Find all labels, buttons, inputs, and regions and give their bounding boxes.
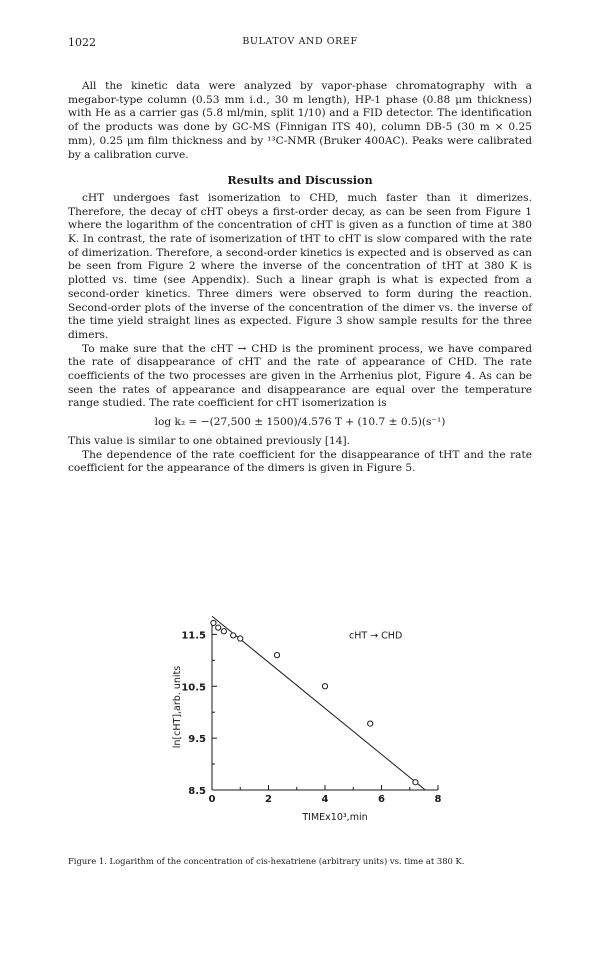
paragraph-results-4: The dependence of the rate coefficient for the disappearance of tHT and the rate coefficient for the appearance of the dimers is given in Figure 5. bbox=[68, 448, 532, 475]
paragraph-methods: All the kinetic data were analyzed by vapor-phase chromatography with a megabor-type column (0.53 mm i.d., 30 m length), HP-1 phase (0.88 μm thickness) with He as a carrier gas (5.8 ml/min, split 1/10) and a FID detector. The identification of the products was done by GC-MS (Finnigan ITS 40), column DB-5 (30 m × 0.25 mm), 0.25 μm film thickness and by ¹³C-NMR (Bruker 400AC). Peaks were calibrated by a calibration curve. bbox=[68, 80, 532, 161]
paragraph-results-2: To make sure that the cHT → CHD is the prominent process, we have compared the rate of disappearance of cHT and the rate of appearance of CHD. The rate coefficients of the two processes are given in the Arrhenius plot, Figure 4. As can be seen the rates of appearance and disappearance are equal over the temperature range studied. The rate coefficient for cHT isomerization is bbox=[68, 342, 532, 410]
data-point bbox=[211, 620, 216, 625]
chart-ticks bbox=[181, 630, 441, 805]
data-point bbox=[221, 629, 226, 634]
figure-1 bbox=[160, 614, 460, 839]
page-number: 1022 bbox=[68, 36, 96, 49]
fit-line bbox=[212, 616, 425, 790]
section-title: Results and Discussion bbox=[227, 173, 373, 188]
y-tick-label: 9.5 bbox=[188, 734, 206, 746]
data-point bbox=[231, 633, 236, 638]
data-point bbox=[413, 780, 418, 785]
x-tick-label: 6 bbox=[378, 794, 385, 805]
x-tick-label: 8 bbox=[434, 794, 442, 805]
paragraph-results-1: cHT undergoes fast isomerization to CHD, much faster than it dimerizes. Therefore, the decay of cHT obeys a first-order decay, as can be seen from Figure 1 where the logarithm of the concentration of cHT is given as a function of time at 380 K. In contrast, the rate of isomerization of tHT to cHT is slow compared with the rate of dimerization. Therefore, a second-order kinetics is expected and is observed as can be seen from Figure 2 where the inverse of the concentration of tHT at 380 K is plotted vs. time (see Appendix). Such a linear graph is what is expected from a second-order kinetics. Three dimers were observed to form during the reaction. Second-order plots of the inverse of the concentration of the dimer vs. the inverse of the time yield straight lines as expected. Figure 3 show sample results for the three dimers. bbox=[68, 191, 532, 341]
chart-axes bbox=[212, 624, 438, 790]
y-axis-label: ln[cHT],arb. units bbox=[172, 665, 183, 749]
data-point bbox=[322, 684, 327, 689]
data-point bbox=[216, 625, 221, 630]
chart-ln-cht-vs-time bbox=[160, 614, 460, 839]
chart-marks bbox=[211, 616, 425, 790]
body-text bbox=[68, 80, 532, 476]
y-tick-label: 8.5 bbox=[188, 786, 206, 797]
page-header bbox=[68, 36, 532, 52]
y-tick-label: 11.5 bbox=[181, 630, 206, 642]
chart-annotation: cHT → CHD bbox=[349, 630, 403, 642]
data-point bbox=[274, 653, 279, 658]
data-point bbox=[368, 721, 373, 726]
y-tick-label: 10.5 bbox=[181, 682, 206, 694]
x-axis-label: TIMEx10³,min bbox=[302, 812, 368, 823]
running-head: BULATOV AND OREF bbox=[242, 36, 358, 47]
x-tick-label: 0 bbox=[208, 794, 216, 805]
x-tick-label: 4 bbox=[321, 794, 329, 805]
data-point bbox=[238, 636, 243, 641]
x-tick-label: 2 bbox=[265, 794, 272, 805]
figure-caption: Figure 1. Logarithm of the concentration of cis-hexatriene (arbitrary units) vs. time at 380 K. bbox=[68, 856, 465, 866]
equation: log k₂ = −(27,500 ± 1500)/4.576 T + (10.7 ± 0.5)(s⁻¹) bbox=[154, 416, 446, 429]
paragraph-results-3: This value is similar to one obtained previously [14]. bbox=[68, 434, 350, 447]
